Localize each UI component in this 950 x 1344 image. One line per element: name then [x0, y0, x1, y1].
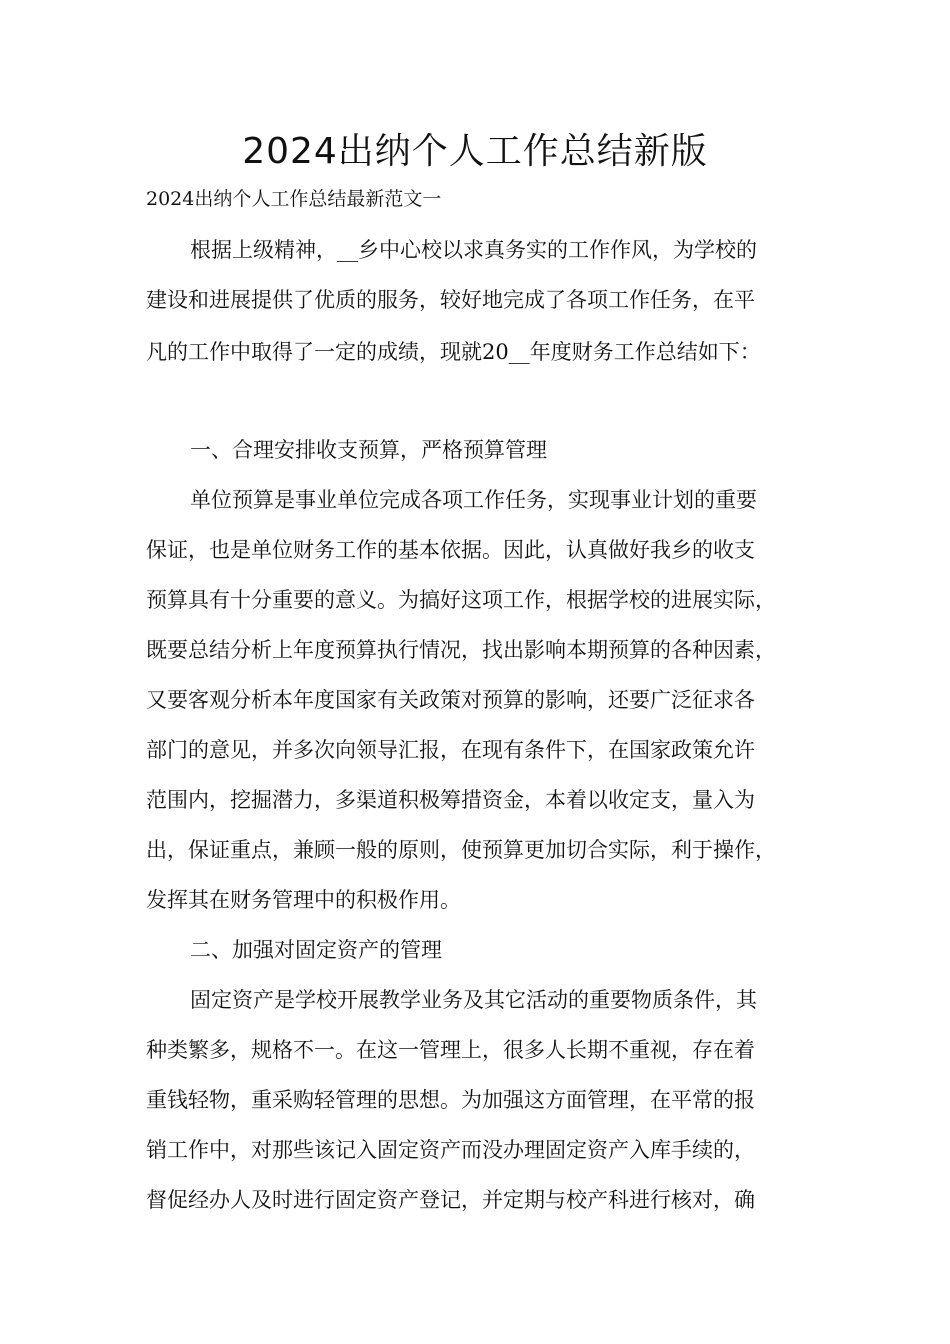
paragraph-line: 又要客观分析本年度国家有关政策对预算的影响，还要广泛征求各 — [146, 688, 755, 712]
paragraph-line: 根据上级精神，__乡中心校以求真务实的工作作风，为学校的 — [190, 238, 757, 262]
paragraph-line: 部门的意见，并多次向领导汇报，在现有条件下，在国家政策允许 — [146, 738, 755, 762]
document-title: 2024出纳个人工作总结新版 — [242, 131, 708, 172]
paragraph-line: 固定资产是学校开展教学业务及其它活动的重要物质条件，其 — [190, 988, 757, 1012]
document-subtitle: 2024出纳个人工作总结最新范文一 — [146, 188, 442, 210]
paragraph-line: 范围内，挖掘潜力，多渠道积极筹措资金，本着以收定支，量入为 — [146, 788, 755, 812]
paragraph-line: 建设和进展提供了优质的服务，较好地完成了各项工作任务，在平 — [146, 288, 755, 312]
paragraph-line: 单位预算是事业单位完成各项工作任务，实现事业计划的重要 — [190, 488, 757, 512]
section-heading: 一、合理安排收支预算，严格预算管理 — [190, 438, 547, 462]
paragraph-line: 发挥其在财务管理中的积极作用。 — [146, 888, 461, 912]
paragraph-line: 预算具有十分重要的意义。为搞好这项工作，根据学校的进展实际， — [146, 588, 776, 612]
paragraph-line: 保证，也是单位财务工作的基本依据。因此，认真做好我乡的收支 — [146, 538, 755, 562]
paragraph-line: 出，保证重点，兼顾一般的原则，使预算更加切合实际，利于操作， — [146, 838, 776, 862]
section-heading: 二、加强对固定资产的管理 — [190, 938, 442, 962]
paragraph-line: 督促经办人及时进行固定资产登记，并定期与校产科进行核对，确 — [146, 1188, 755, 1212]
paragraph-line: 种类繁多，规格不一。在这一管理上，很多人长期不重视，存在着 — [146, 1038, 755, 1062]
paragraph-line: 凡的工作中取得了一定的成绩，现就20__年度财务工作总结如下： — [146, 340, 761, 364]
paragraph-line: 重钱轻物，重采购轻管理的思想。为加强这方面管理，在平常的报 — [146, 1088, 755, 1112]
paragraph-line: 既要总结分析上年度预算执行情况，找出影响本期预算的各种因素， — [146, 638, 776, 662]
paragraph-line: 销工作中，对那些该记入固定资产而没办理固定资产入库手续的， — [146, 1138, 755, 1162]
